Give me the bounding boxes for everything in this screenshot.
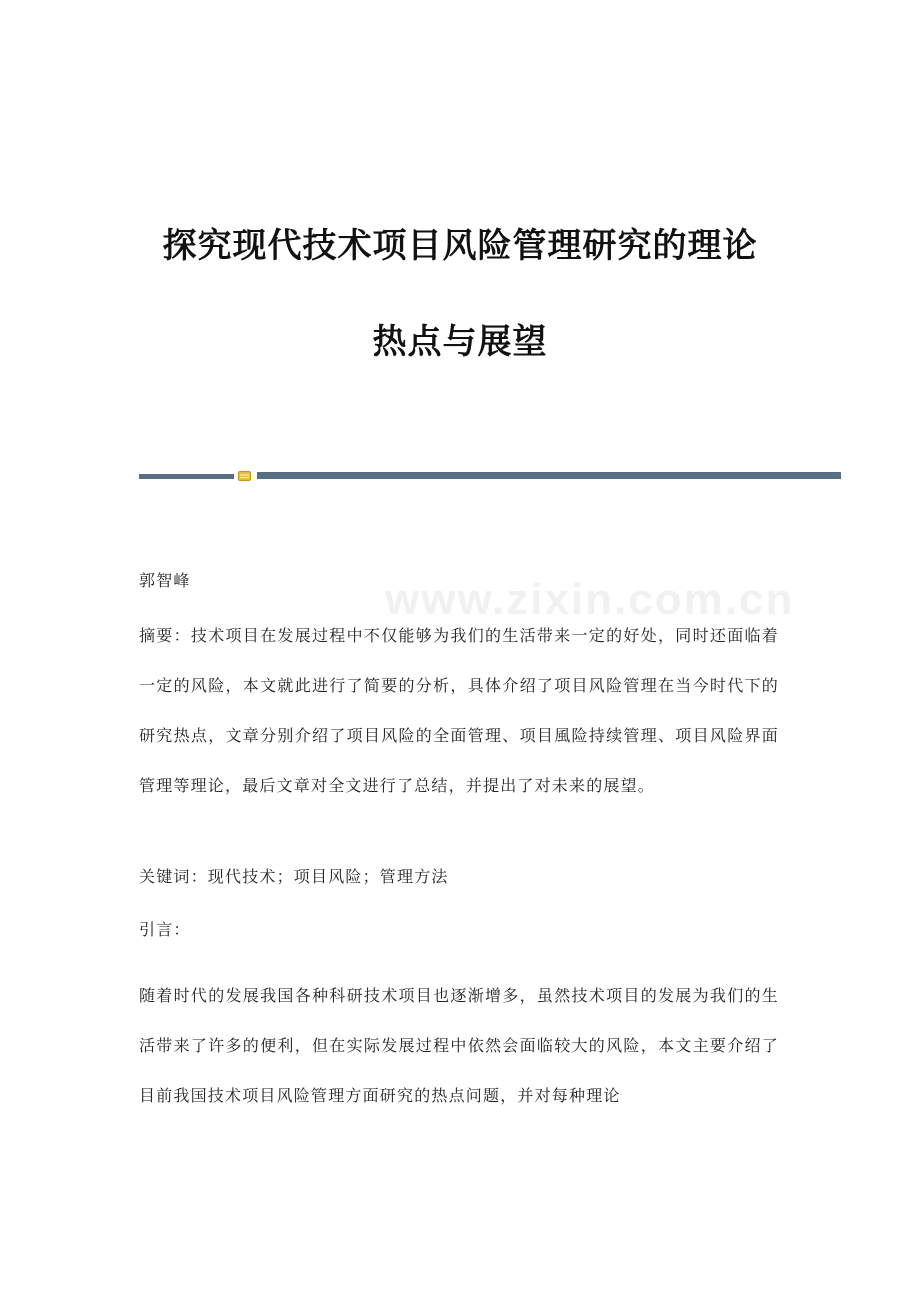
divider-ornament-icon	[238, 471, 251, 481]
introduction-heading: 引言：	[139, 920, 191, 939]
abstract-paragraph: 摘要：技术项目在发展过程中不仅能够为我们的生活带来一定的好处，同时还面临着一定的风险，本文就此进行了简要的分析，具体介绍了项目风险管理在当今时代下的研究热点，文章分别介绍了项目风险的全面管理、项目風险持续管理、项目风险界面管理等理论，最后文章对全文进行了总结，并提出了对未来的展望。	[139, 626, 779, 795]
author-name: 郭智峰	[139, 571, 191, 590]
introduction-paragraph: 随着时代的发展我国各种科研技术项目也逐渐增多，虽然技术项目的发展为我们的生活带来了许多的便利，但在实际发展过程中依然会面临较大的风险，本文主要介绍了目前我国技术项目风险管理方面研究的热点问题，并对每种理论	[139, 986, 779, 1105]
keywords-line: 关键词：现代技术；项目风险；管理方法	[139, 867, 449, 886]
watermark: www.zixin.com.cn	[385, 575, 795, 624]
document-title-line-2: 热点与展望	[372, 322, 548, 362]
document-title-line-1: 探究现代技术项目风险管理研究的理论	[162, 226, 758, 266]
title-divider	[139, 470, 841, 482]
divider-bar-left	[139, 474, 234, 479]
divider-bar-right	[257, 472, 841, 479]
